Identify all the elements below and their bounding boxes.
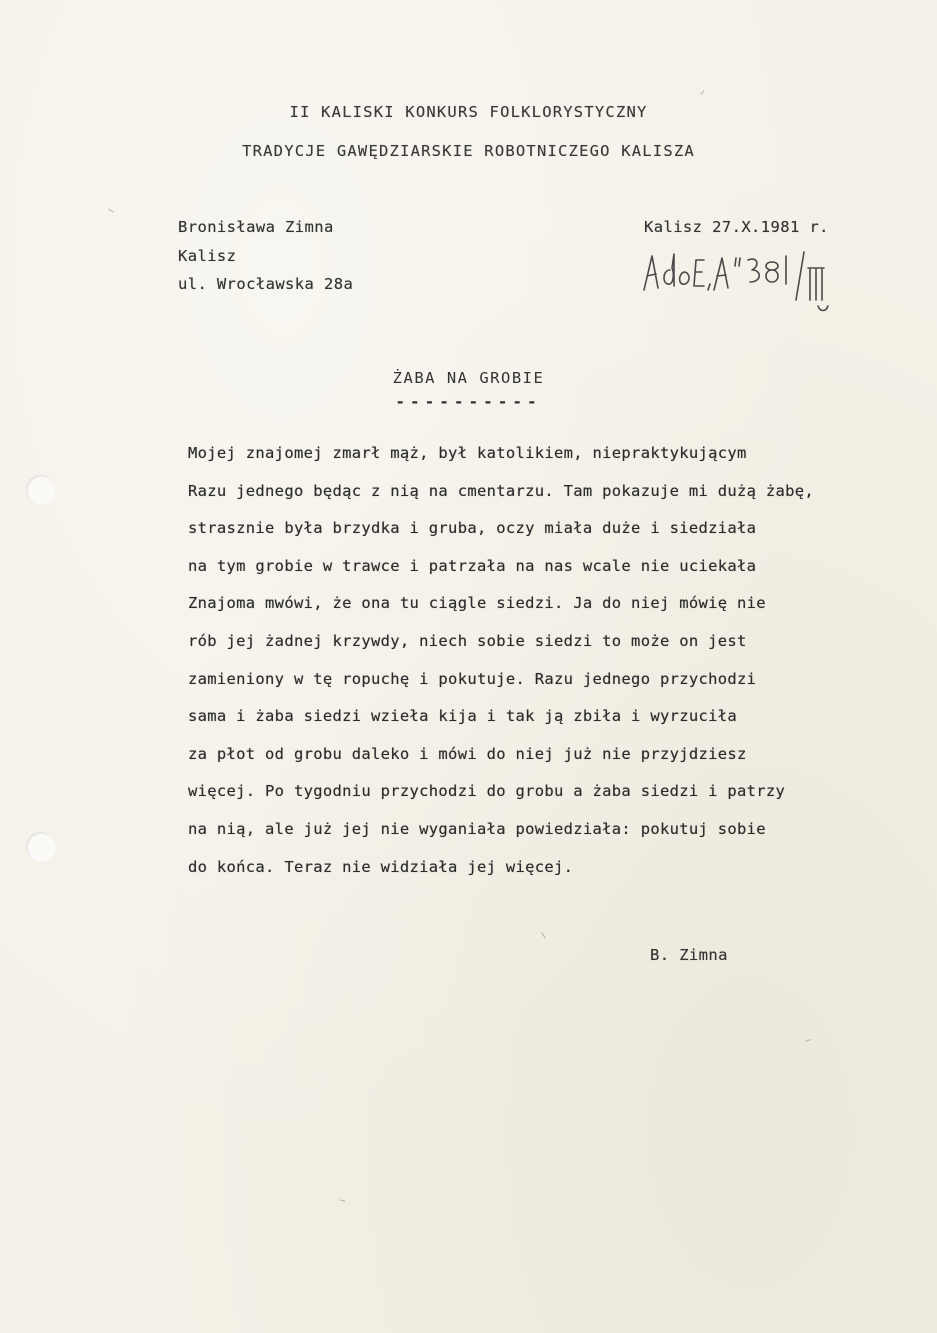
story-title: ŻABA NA GROBIE bbox=[392, 369, 545, 387]
story-line: zamieniony w tę ropuchę i pokutuje. Razu jednego przychodzi bbox=[188, 669, 757, 688]
story-line: strasznie była brzydka i gruba, oczy miała duże i siedziała bbox=[188, 519, 757, 538]
place-and-date: Kalisz 27.X.1981 r. bbox=[644, 218, 829, 236]
sender-street: ul. Wrocławska 28a bbox=[178, 275, 354, 293]
title-underline: ---------- bbox=[395, 392, 542, 411]
sender-city: Kalisz bbox=[178, 247, 237, 265]
story-line: sama i żaba siedzi wzieła kija i tak ją zbiła i wyrzuciła bbox=[188, 707, 738, 726]
story-line: na nią, ale już jej nie wyganiała powiedziała: pokutuj sobie bbox=[188, 820, 766, 838]
story-line: za płot od grobu daleko i mówi do niej już nie przyjdziesz bbox=[188, 744, 747, 763]
contest-title: II KALISKI KONKURS FOLKLORYSTYCZNY bbox=[289, 103, 648, 121]
contest-subtitle: TRADYCJE GAWĘDZIARSKIE ROBOTNICZEGO KALISZA bbox=[242, 142, 695, 160]
handwritten-archive-number bbox=[640, 248, 840, 318]
story-line: Znajoma mwówi, że ona tu ciągle siedzi. Ja do niej mówię nie bbox=[188, 594, 766, 613]
sender-name: Bronisława Zimna bbox=[178, 218, 334, 236]
story-line: rób jej żadnej krzywdy, niech sobie siedzi to może on jest bbox=[188, 632, 747, 650]
story-line: Mojej znajomej zmarł mąż, był katolikiem, niepraktykującym bbox=[188, 444, 747, 462]
story-line: na tym grobie w trawce i patrzała na nas wcale nie uciekała bbox=[188, 556, 757, 575]
story-line: Razu jednego będąc z nią na cmentarzu. Tam pokazuje mi dużą żabę, bbox=[188, 481, 815, 500]
punch-hole-top bbox=[26, 475, 56, 505]
story-line: do końca. Teraz nie widziała jej więcej. bbox=[188, 857, 574, 876]
signature: B. Zimna bbox=[650, 946, 728, 964]
punch-hole-bottom bbox=[26, 832, 56, 862]
story-line: więcej. Po tygodniu przychodzi do grobu a żaba siedzi i patrzy bbox=[188, 782, 786, 801]
